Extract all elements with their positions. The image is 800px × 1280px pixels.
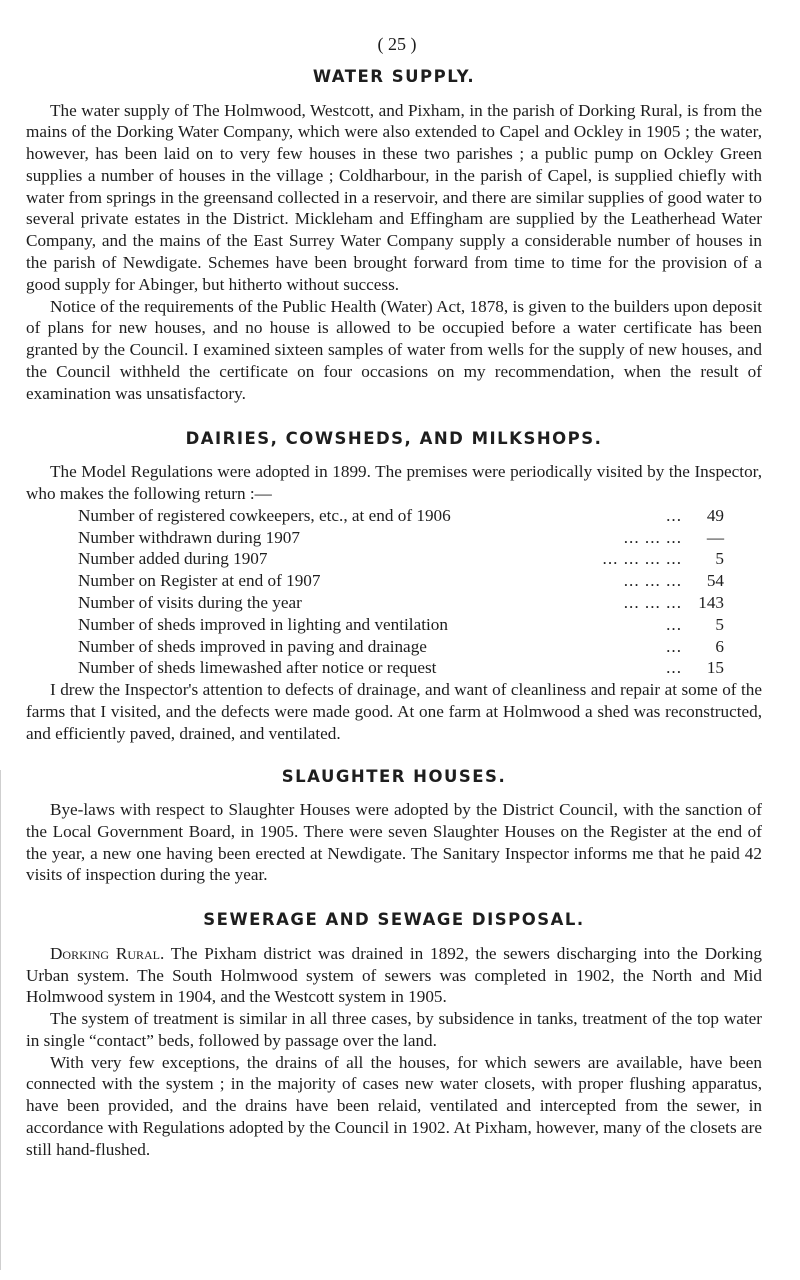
water-supply-section xyxy=(26,69,762,405)
row-value: 15 xyxy=(706,658,724,678)
dairies-heading: DAIRIES, COWSHEDS, AND MILKSHOPS. xyxy=(185,428,603,448)
row-dots: ... xyxy=(666,636,682,656)
row-label: Number withdrawn during 1907 xyxy=(78,527,300,547)
row-dots: ... xyxy=(666,658,682,678)
water-supply-paragraph-1: The water supply of The Holmwood, Westcott, and Pixham, in the parish of Dorking Rural, is from the mains of the Dorking Water Company, which were also extended to Capel and Ockley in 1905 ; the water, however, has been laid on to very few houses in these two parishes ; a public pump on Ockley Green supplies a number of houses in the village ; Coldharbour, in the parish of Capel, is supplied chiefly with water from springs in the greensand collected in a reservoir, and there are similar supplies of good water to several private estates in the District. Mickleham and Effingham are supplied by the Leatherhead Water Company, and the mains of the East Surrey Water Company supply a considerable number of houses in the parish of Newdigate. Schemes have been brought forward from time to time for the provision of a good supply for Abinger, but hitherto without success. xyxy=(26,100,762,294)
page-number: ( 25 ) xyxy=(377,34,417,54)
water-supply-heading: WATER SUPPLY. xyxy=(312,67,476,86)
row-label: Number of sheds improved in lighting and ventilation xyxy=(78,614,448,634)
table-row xyxy=(78,548,724,570)
table-row xyxy=(78,527,724,549)
sewerage-section xyxy=(26,912,762,1160)
dairies-section xyxy=(26,428,762,745)
dairies-paragraph-2: I drew the Inspector's attention to defects of drainage, and want of cleanliness and repair at some of the farms that I visited, and the defects were made good. At one farm at Holmwood a shed was reconstructed, and efficiently paved, drained, and ventilated. xyxy=(26,680,762,743)
sewerage-paragraph-2: The system of treatment is similar in all three cases, by subsidence in tanks, treatment of the top water in single “contact” beds, followed by passage over the land. xyxy=(26,1009,762,1050)
slaughter-houses-section xyxy=(26,766,762,887)
table-row xyxy=(78,636,724,658)
table-row xyxy=(78,570,724,592)
row-value: 54 xyxy=(706,571,724,591)
sewerage-paragraph-3: With very few exceptions, the drains of all the houses, for which sewers are available, have been connected with the system ; in the majority of cases new water closets, with proper flushing apparatus, have been provided, and the drains have been relaid, ventilated and intercepted from the sewer, in accordance with Regulations adopted by the Council in 1902. At Pixham, however, many of the closets are still hand-flushed. xyxy=(26,1052,762,1159)
table-row xyxy=(78,657,724,679)
row-dots: ... xyxy=(666,614,682,634)
table-row xyxy=(78,592,724,614)
row-label: Number on Register at end of 1907 xyxy=(78,571,321,591)
row-label: Number of sheds improved in paving and drainage xyxy=(78,636,427,656)
page-edge-line xyxy=(0,770,1,1270)
row-value: 143 xyxy=(698,592,724,612)
row-label: Number of sheds limewashed after notice or request xyxy=(78,658,437,678)
row-value: 5 xyxy=(715,549,724,569)
row-label: Number added during 1907 xyxy=(78,549,268,569)
row-dots: ... ... ... xyxy=(623,571,682,591)
row-value: 49 xyxy=(706,505,724,525)
table-row xyxy=(78,505,724,527)
row-value: — xyxy=(706,527,724,547)
row-value: 6 xyxy=(715,636,724,656)
sewerage-paragraph-1-text: The Pixham district was drained in 1892, the sewers discharging into the Dorking Urban system. The South Holmwood system of sewers was completed in 1902, the North and Mid Holmwood system in 1904, and the Westcott system in 1905. xyxy=(26,943,762,1007)
row-dots: ... xyxy=(666,505,682,525)
row-label: Number of visits during the year xyxy=(78,592,302,612)
row-dots: ... ... ... xyxy=(623,592,682,612)
sewerage-heading: SEWERAGE AND SEWAGE DISPOSAL. xyxy=(203,910,585,930)
water-supply-paragraph-2: Notice of the requirements of the Public Health (Water) Act, 1878, is given to the builders upon deposit of plans for new houses, and no house is allowed to be occupied before a water certificate has been granted by the Council. I examined sixteen samples of water from wells for the supply of new houses, and the Council withheld the certificate on four occasions on my recommendation, when the result of examination was unsatisfactory. xyxy=(26,296,762,403)
table-row xyxy=(78,614,724,636)
row-value: 5 xyxy=(715,614,724,634)
slaughter-houses-paragraph: Bye-laws with respect to Slaughter Houses were adopted by the District Council, with the sanction of the Local Government Board, in 1905. There were seven Slaughter Houses on the Register at the end of the year, a new one having been erected at Newdigate. The Sanitary Inspector informs me that he paid 42 visits of inspection during the year. xyxy=(26,800,762,885)
row-dots: ... ... ... ... xyxy=(602,549,682,569)
sewerage-lead-in: Dorking Rural. xyxy=(50,943,165,963)
row-label: Number of registered cowkeepers, etc., at end of 1906 xyxy=(78,505,451,525)
row-dots: ... ... ... xyxy=(623,527,682,547)
slaughter-houses-heading: SLAUGHTER HOUSES. xyxy=(281,766,507,786)
inspector-return-table xyxy=(78,505,724,679)
dairies-intro: The Model Regulations were adopted in 1899. The premises were periodically visited by the Inspector, who makes the following return :— xyxy=(26,462,762,503)
sewerage-paragraph-1 xyxy=(26,943,762,1008)
